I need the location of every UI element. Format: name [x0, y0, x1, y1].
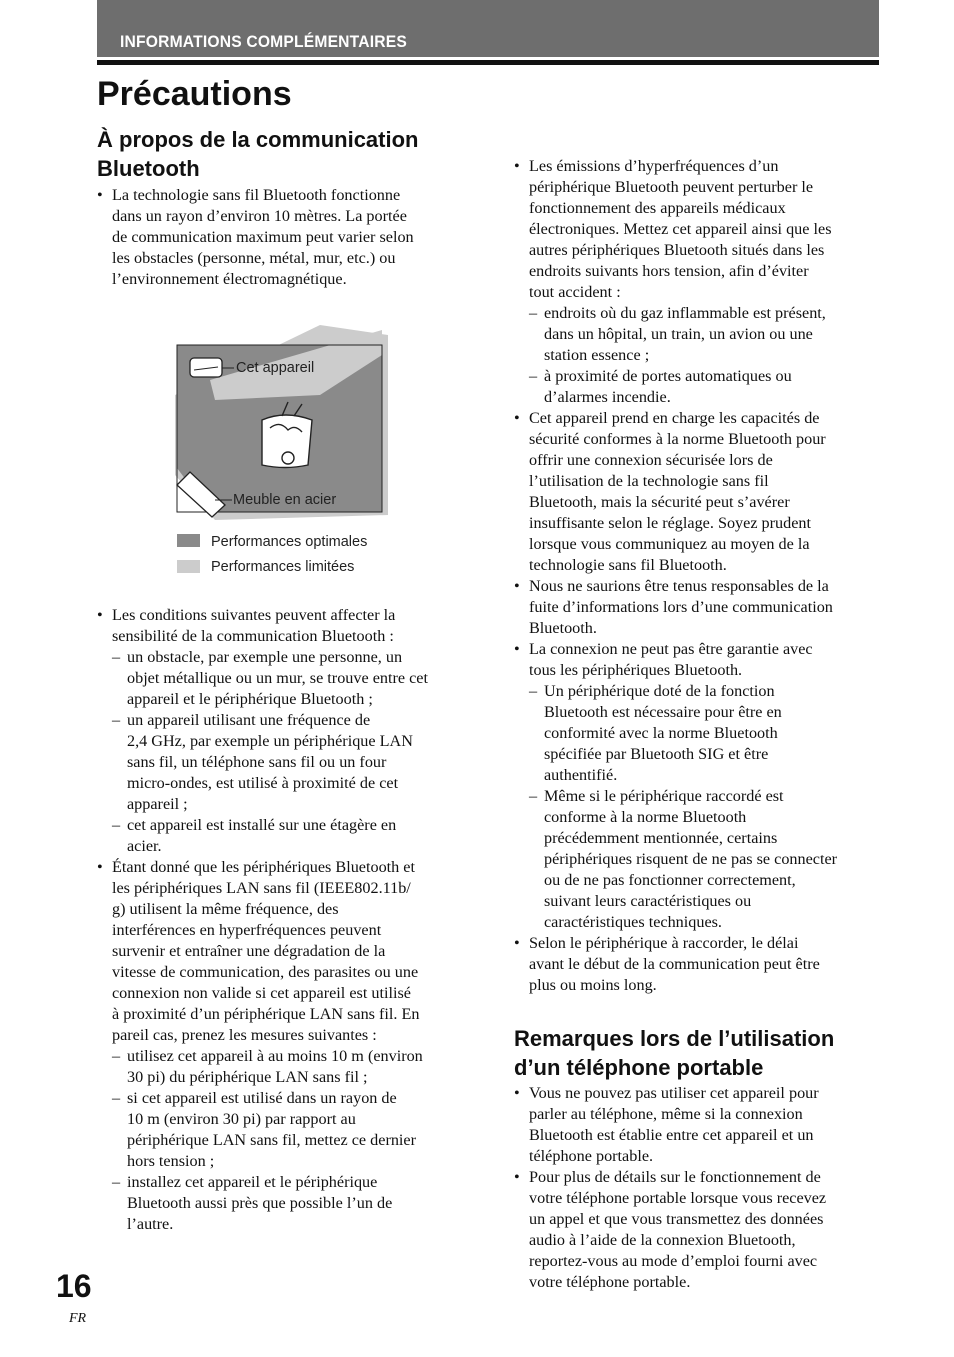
language-code: FR [69, 1311, 87, 1326]
text-line: votre téléphone portable. [529, 1273, 691, 1291]
sub-list-item [514, 786, 886, 933]
legend-swatch-limited [177, 560, 200, 573]
list-item [97, 185, 467, 290]
list-item [514, 576, 886, 639]
text-line: tous les périphériques Bluetooth. [529, 661, 743, 679]
text-line: • Les émissions d’hyperfréquences d’un [529, 157, 779, 175]
text-line: périphériques risquent de ne pas se connecter [544, 850, 838, 868]
text-line: Remarques lors de l’utilisation [514, 1026, 835, 1051]
text-line: fuite d’informations lors d’une communication [529, 598, 833, 616]
text-line: conformité avec la norme Bluetooth [544, 724, 778, 742]
heading-bluetooth [97, 125, 418, 183]
text-line: Bluetooth [97, 156, 200, 181]
list-item [514, 408, 886, 576]
text-line: survenir et entraîner une dégradation de la [112, 942, 386, 960]
text-line: endroits suivants hors tension, afin d’éviter [529, 262, 809, 280]
sub-list-item [514, 366, 886, 408]
sub-list-item [97, 1172, 467, 1235]
text-line: reportez-vous au mode d’emploi fourni avec [529, 1252, 818, 1270]
text-line: appareil ; [127, 795, 188, 813]
text-line: • Pour plus de détails sur le fonctionnement de [529, 1168, 821, 1186]
left-column-top [97, 185, 467, 290]
list-item [514, 933, 886, 996]
text-line: • La technologie sans fil Bluetooth fonctionne [112, 186, 401, 204]
text-line: – un appareil utilisant une fréquence de [127, 711, 371, 729]
list-item [514, 1083, 886, 1167]
text-line: – un obstacle, par exemple une personne, un [127, 648, 403, 666]
text-line: d’un téléphone portable [514, 1055, 764, 1080]
text-line: votre téléphone portable lorsque vous recevez [529, 1189, 827, 1207]
sub-list-item [97, 710, 467, 815]
label-steel-cabinet: Meuble en acier [233, 492, 337, 508]
text-line: – utilisez cet appareil à au moins 10 m (environ [127, 1047, 423, 1065]
text-line: suivant leurs caractéristiques ou [544, 892, 752, 910]
text-line: caractéristiques techniques. [544, 913, 722, 931]
text-line: – Un périphérique doté de la fonction [544, 682, 775, 700]
text-line: • Vous ne pouvez pas utiliser cet appareil pour [529, 1084, 819, 1102]
page-title: Précautions [97, 75, 292, 113]
text-line: Bluetooth. [529, 619, 597, 637]
text-line: station essence ; [544, 346, 650, 364]
header-rule [97, 60, 879, 65]
text-line: d’alarmes incendie. [544, 388, 671, 406]
list-item [514, 156, 886, 303]
text-line: – à proximité de portes automatiques ou [544, 367, 792, 385]
text-line: acier. [127, 837, 162, 855]
text-line: sans fil, un téléphone sans fil ou un four [127, 753, 387, 771]
text-line: électroniques. Mettez cet appareil ainsi que les [529, 220, 832, 238]
page-number: 16 [56, 1268, 92, 1304]
text-line: À propos de la communication [97, 127, 419, 152]
text-line: – si cet appareil est utilisé dans un rayon de [127, 1089, 397, 1107]
text-line: – endroits où du gaz inflammable est présent, [544, 304, 826, 322]
text-line: avant le début de la communication peut être [529, 955, 820, 973]
text-line: Bluetooth, mais la sécurité peut s’avérer [529, 493, 790, 511]
text-line: – cet appareil est installé sur une étagère en [127, 816, 397, 834]
text-line: • Les conditions suivantes peuvent affecter la [112, 606, 396, 624]
text-line: • Nous ne saurions être tenus responsables de la [529, 577, 829, 595]
text-line: l’environnement électromagnétique. [112, 270, 347, 288]
text-line: Bluetooth est nécessaire pour être en [544, 703, 782, 721]
range-diagram-svg [170, 320, 400, 580]
text-line: lorsque vous communiquez au moyen de la [529, 535, 810, 553]
heading-phone [514, 1024, 834, 1082]
text-line: tout accident : [529, 283, 621, 301]
text-line: – Même si le périphérique raccordé est [544, 787, 784, 805]
text-line: parler au téléphone, même si la connexion [529, 1105, 803, 1123]
text-line: précédemment mentionnée, certains [544, 829, 778, 847]
text-line: interférences en hyperfréquences peuvent [112, 921, 382, 939]
section-label: INFORMATIONS COMPLÉMENTAIRES [120, 32, 407, 51]
text-line: téléphone portable. [529, 1147, 654, 1165]
text-line: technologie sans fil Bluetooth. [529, 556, 727, 574]
text-line: autres périphériques Bluetooth situés dans les [529, 241, 825, 259]
text-line: conforme à la norme Bluetooth [544, 808, 747, 826]
list-item [514, 1167, 886, 1293]
text-line: spécifiée par Bluetooth SIG et être [544, 745, 769, 763]
text-line: objet métallique ou un mur, se trouve entre cet [127, 669, 428, 687]
text-line: offrir une connexion sécurisée lors de [529, 451, 773, 469]
text-line: les obstacles (personne, métal, mur, etc.) ou [112, 249, 396, 267]
text-line: audio à l’aide de la connexion Bluetooth, [529, 1231, 796, 1249]
list-item [97, 605, 467, 647]
sub-list-item [97, 1088, 467, 1172]
text-line: vitesse de communication, des parasites ou une [112, 963, 419, 981]
left-column-bottom [97, 605, 467, 1235]
text-line: fonctionnement des appareils médicaux [529, 199, 786, 217]
right-column-top [514, 156, 886, 996]
text-line: l’autre. [127, 1215, 174, 1233]
text-line: ou de ne pas fonctionner correctement, [544, 871, 796, 889]
text-line: dans un rayon d’environ 10 mètres. La portée [112, 207, 407, 225]
legend-limited: Performances limitées [211, 559, 355, 575]
sub-list-item [514, 681, 886, 786]
text-line: • La connexion ne peut pas être garantie avec [529, 640, 813, 658]
text-line: sensibilité de la communication Bluetooth : [112, 627, 394, 645]
text-line: authentifié. [544, 766, 618, 784]
text-line: appareil et le périphérique Bluetooth ; [127, 690, 373, 708]
text-line: • Cet appareil prend en charge les capacités de [529, 409, 820, 427]
text-line: hors tension ; [127, 1152, 215, 1170]
text-line: de communication maximum peut varier selon [112, 228, 414, 246]
legend-swatch-optimal [177, 534, 200, 547]
text-line: un appel et que vous transmettez des données [529, 1210, 824, 1228]
text-line: micro-ondes, est utilisé à proximité de cet [127, 774, 399, 792]
text-line: • Étant donné que les périphériques Bluetooth et [112, 858, 415, 876]
label-device: Cet appareil [236, 360, 315, 376]
sub-list-item [97, 1046, 467, 1088]
list-item [514, 639, 886, 681]
list-item [97, 857, 467, 1046]
text-line: 10 m (environ 30 pi) par rapport au [127, 1110, 356, 1128]
text-line: périphérique LAN sans fil, mettez ce dernier [127, 1131, 417, 1149]
text-line: insuffisante selon le réglage. Soyez prudent [529, 514, 812, 532]
range-diagram [170, 320, 400, 580]
text-line: g) utilisent la même fréquence, des [112, 900, 339, 918]
sub-list-item [97, 815, 467, 857]
right-column-bottom [514, 1083, 886, 1293]
text-line: à proximité d’un périphérique LAN sans fil. En [112, 1005, 420, 1023]
text-line: Bluetooth est établie entre cet appareil et un [529, 1126, 814, 1144]
legend-optimal: Performances optimales [211, 534, 368, 550]
text-line: pareil cas, prenez les mesures suivantes : [112, 1026, 377, 1044]
text-line: sécurité conformes à la norme Bluetooth pour [529, 430, 826, 448]
text-line: connexion non valide si cet appareil est utilisé [112, 984, 411, 1002]
text-line: les périphériques LAN sans fil (IEEE802.11b/ [112, 879, 411, 897]
text-line: – installez cet appareil et le périphérique [127, 1173, 378, 1191]
text-line: • Selon le périphérique à raccorder, le délai [529, 934, 799, 952]
text-line: dans un hôpital, un train, un avion ou une [544, 325, 813, 343]
text-line: périphérique Bluetooth peuvent perturber le [529, 178, 814, 196]
text-line: Bluetooth aussi près que possible l’un de [127, 1194, 393, 1212]
text-line: l’utilisation de la technologie sans fil [529, 472, 769, 490]
text-line: 2,4 GHz, par exemple un périphérique LAN [127, 732, 413, 750]
text-line: plus ou moins long. [529, 976, 657, 994]
sub-list-item [97, 647, 467, 710]
text-line: 30 pi) du périphérique LAN sans fil ; [127, 1068, 368, 1086]
sub-list-item [514, 303, 886, 366]
